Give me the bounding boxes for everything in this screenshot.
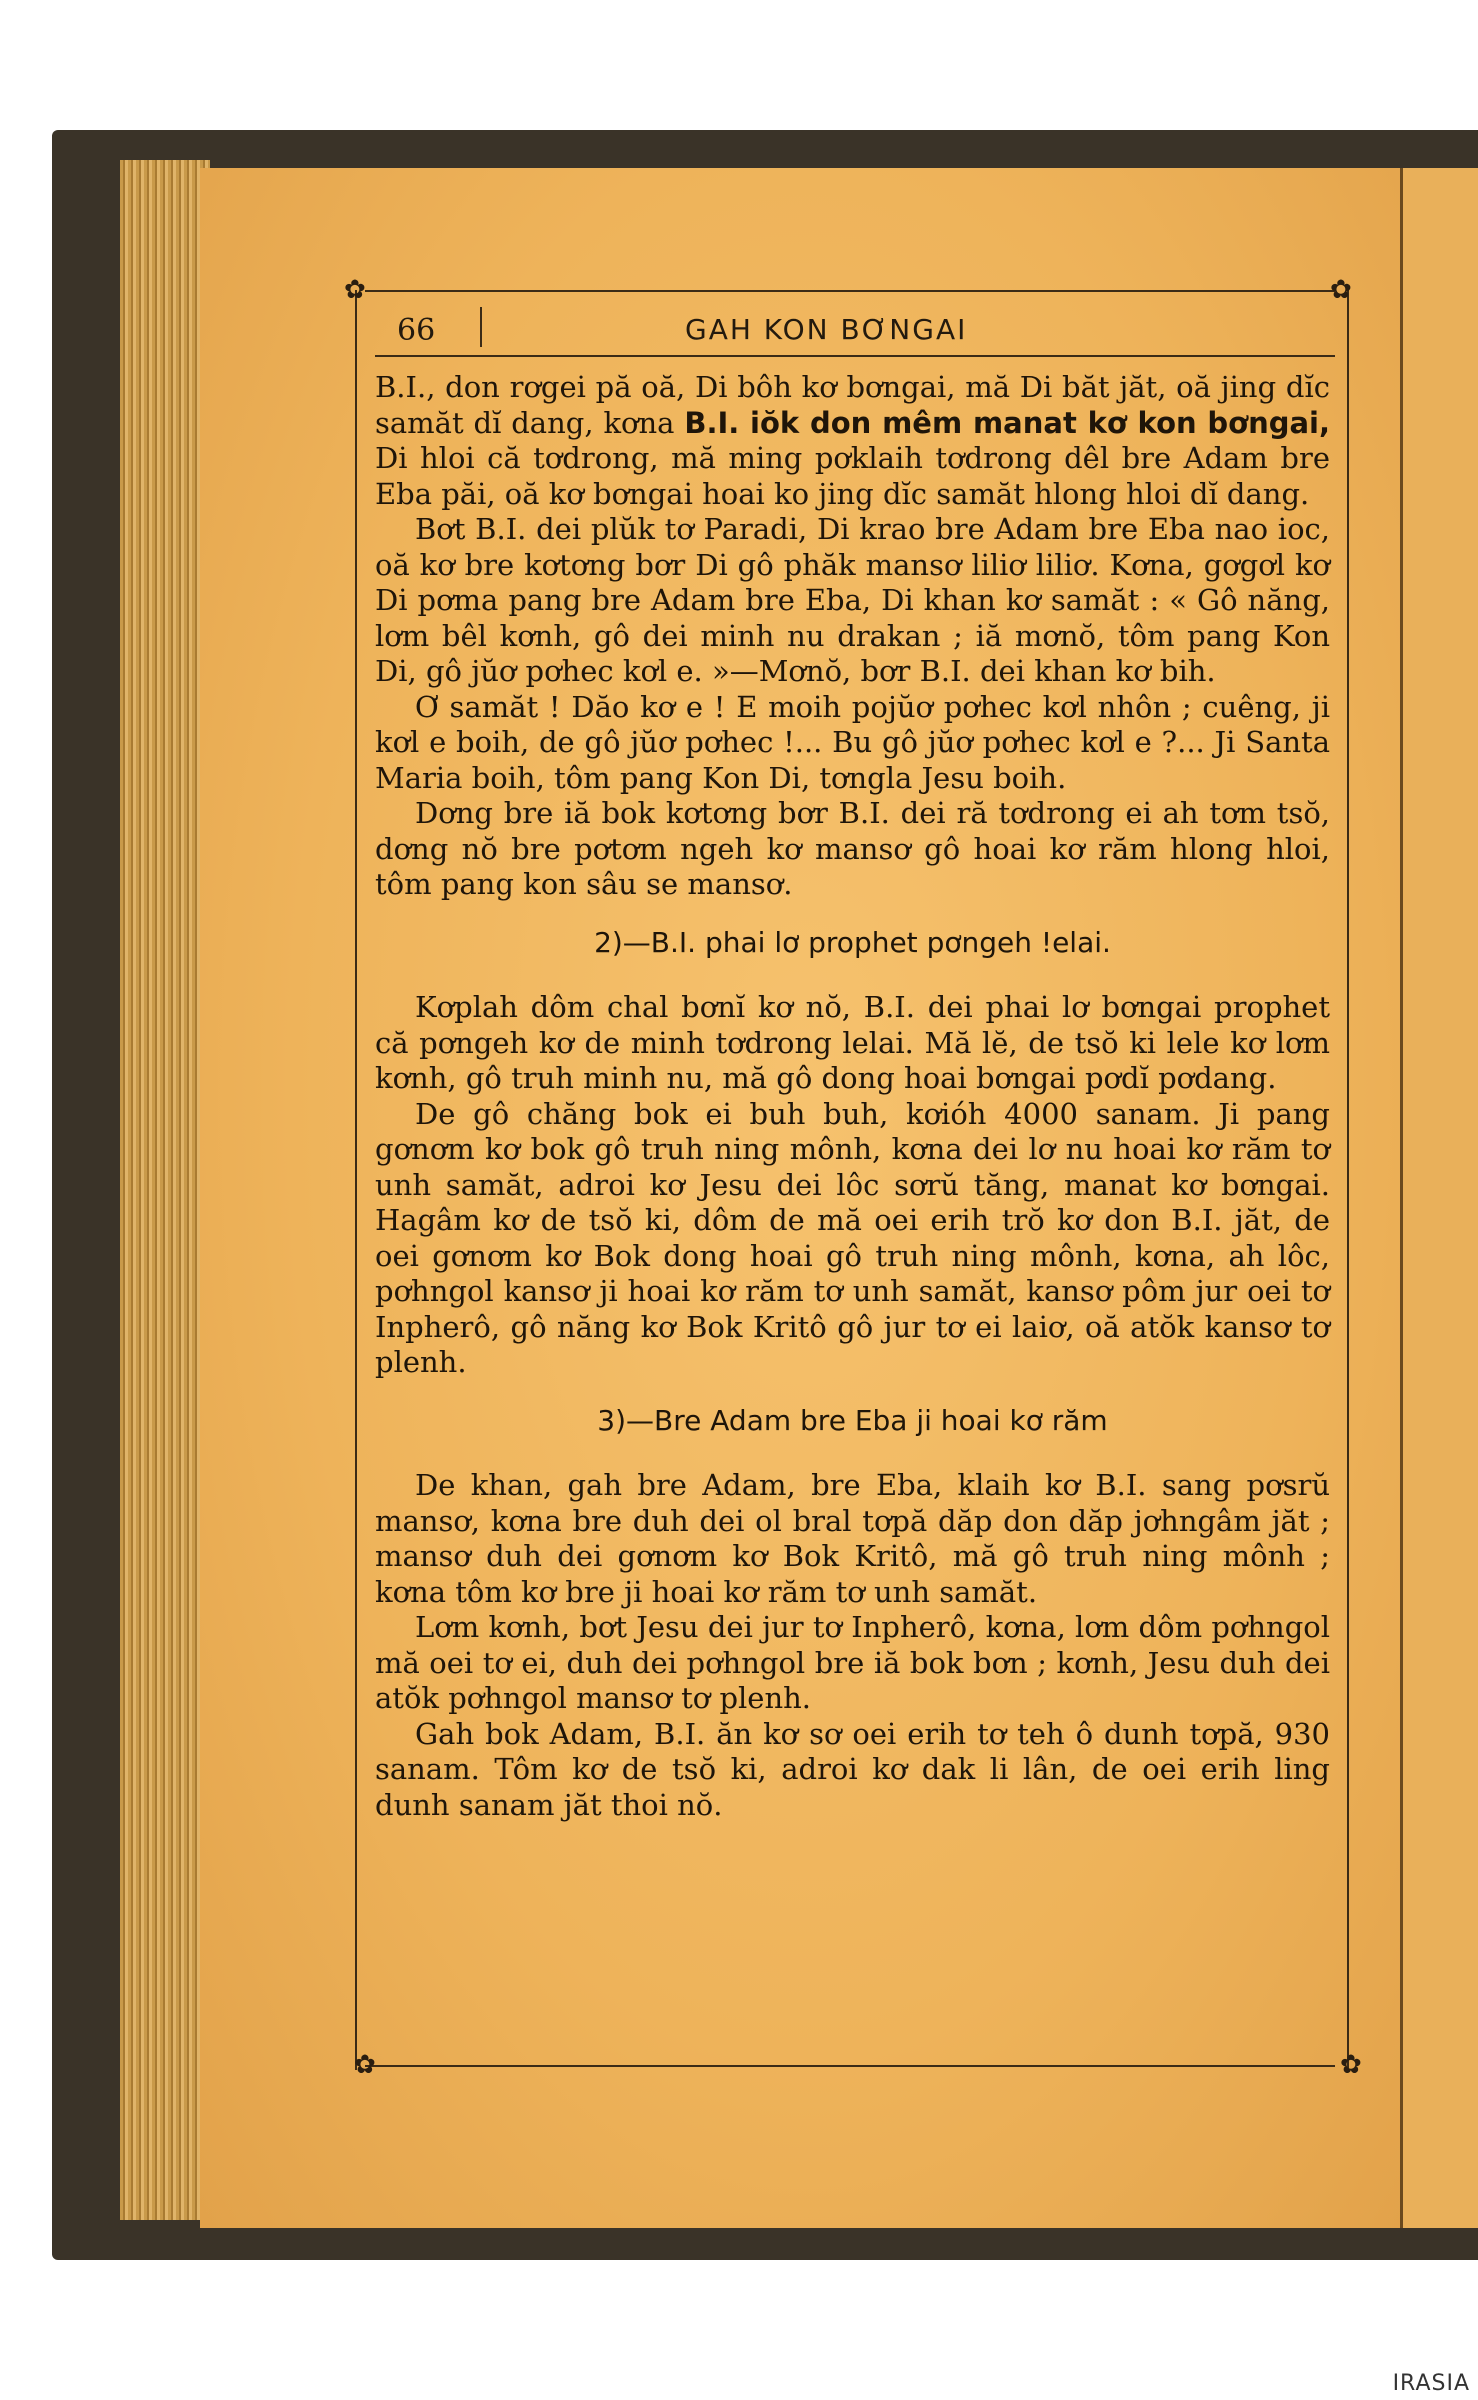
paragraph-text: B.I., don rơgei pă oă, Di bôh kơ bơngai, mă Di băt jăt, oă jing dĭc samăt dĭ dang, kơna (375, 370, 1330, 440)
page-header (375, 305, 1335, 357)
header-separator (480, 307, 482, 347)
paragraph: Bơt B.I. dei plŭk tơ Paradi, Di krao bre Adam bre Eba nao ioc, oă kơ bre kơtơng bơr Di gô phăk mansơ liliơ liliơ. Kơna, gơgơl kơ Di pơma pang bre Adam bre Eba, Di khan kơ samăt : « Gô năng, lơm bêl kơnh, gô dei minh nu drakan ; iă mơnŏ, tôm pang Kon Di, gô jŭơ pơhec kơl e. »—Mơnŏ, bơr B.I. dei khan kơ bih. (375, 512, 1330, 688)
page-text (375, 370, 1330, 1823)
paragraph: De khan, gah bre Adam, bre Eba, klaih kơ B.I. sang pơsrŭ mansơ, kơna bre duh dei ol bral tơpă dăp don dăp jơhngâm jăt ; mansơ duh dei gơnơm kơ Bok Kritô, mă gô truh ning mônh ; kơna tôm kơ bre ji hoai kơ răm tơ unh samăt. (375, 1468, 1330, 1609)
ornament-icon: ✿ (354, 2050, 376, 2080)
section-heading: 2)—B.I. phai lơ prophet pơngeh !elai. (594, 925, 1111, 959)
ornament-icon: ✿ (344, 275, 366, 305)
paragraph: Lơm kơnh, bơt Jesu dei jur tơ Inpherô, kơna, lơm dôm pơhngol mă oei tơ ei, duh dei pơhngol bre iă bok bơn ; kơnh, Jesu duh dei atŏk pơhngol mansơ tơ plenh. (375, 1610, 1330, 1715)
section-heading: 3)—Bre Adam bre Eba ji hoai kơ răm (597, 1403, 1108, 1437)
top-rule (365, 290, 1335, 292)
page-edges (120, 160, 210, 2220)
watermark: IRASIA (1392, 2371, 1470, 2396)
facing-page-edge (1400, 168, 1478, 2228)
paragraph: Kơplah dôm chal bơnĭ kơ nŏ, B.I. dei phai lơ bơngai prophet că pơngeh kơ de minh tơdrong lelai. Mă lĕ, de tsŏ ki lele kơ lơm kơnh, gô truh minh nu, mă gô dong hoai bơngai pơdĭ pơdang. (375, 990, 1330, 1095)
paragraph: Gah bok Adam, B.I. ăn kơ sơ oei erih tơ teh ô dunh tơpă, 930 sanam. Tôm kơ de tsŏ ki, adroi kơ dak li lân, de oei erih ling dunh sanam jăt thoi nŏ. (375, 1716, 1330, 1822)
bold-phrase: B.I. iŏk don mêm manat kơ kon bơngai, (684, 405, 1331, 440)
page-number: 66 (397, 313, 436, 348)
ornament-icon: ✿ (1340, 2050, 1362, 2080)
paragraph: Dơng bre iă bok kơtơng bơr B.I. dei ră tơdrong ei ah tơm tsŏ, dơng nŏ bre pơtơm ngeh kơ mansơ gô hoai kơ răm hlong hloi, tôm pang kon sâu se mansơ. (375, 796, 1330, 901)
paragraph: Ơ samăt ! Dăo kơ e ! E moih pojŭơ pơhec kơl nhôn ; cuêng, ji kơl e boih, de gô jŭơ pơhec !... Bu gô jŭơ pơhec kơl e ?... Ji Santa Maria boih, tôm pang Kon Di, tơngla Jesu boih. (375, 689, 1330, 795)
paragraph: De gô chăng bok ei buh buh, kơióh 4000 sanam. Ji pang gơnơm kơ bok gô truh ning mônh, kơna dei lơ nu hoai kơ răm tơ unh samăt, adroi kơ Jesu dei lôc sơrŭ tăng, manat kơ bơngai. Hagâm kơ de tsŏ ki, dôm de mă oei erih trŏ kơ don B.I. jăt, de oei gơnơm kơ Bok dong hoai gô truh ning mônh, kơna, ah lôc, pơhngol kansơ ji hoai kơ răm tơ unh samăt, kansơ pôm jur oei tơ Inpherô, gô năng kơ Bok Kritô gô jur tơ ei laiơ, oă atŏk kansơ tơ plenh. (375, 1096, 1330, 1379)
paragraph-text: Di hloi că tơdrong, mă ming pơklaih tơdrong dêl bre Adam bre Eba păi, oă kơ bơngai hoai ko jing dĭc samăt hlong hloi dĭ dang. (375, 441, 1330, 511)
bottom-rule (365, 2065, 1335, 2067)
ornament-icon: ✿ (1330, 275, 1352, 305)
running-title: GAH KON BƠNGAI (685, 313, 968, 346)
paragraph (375, 370, 1330, 512)
